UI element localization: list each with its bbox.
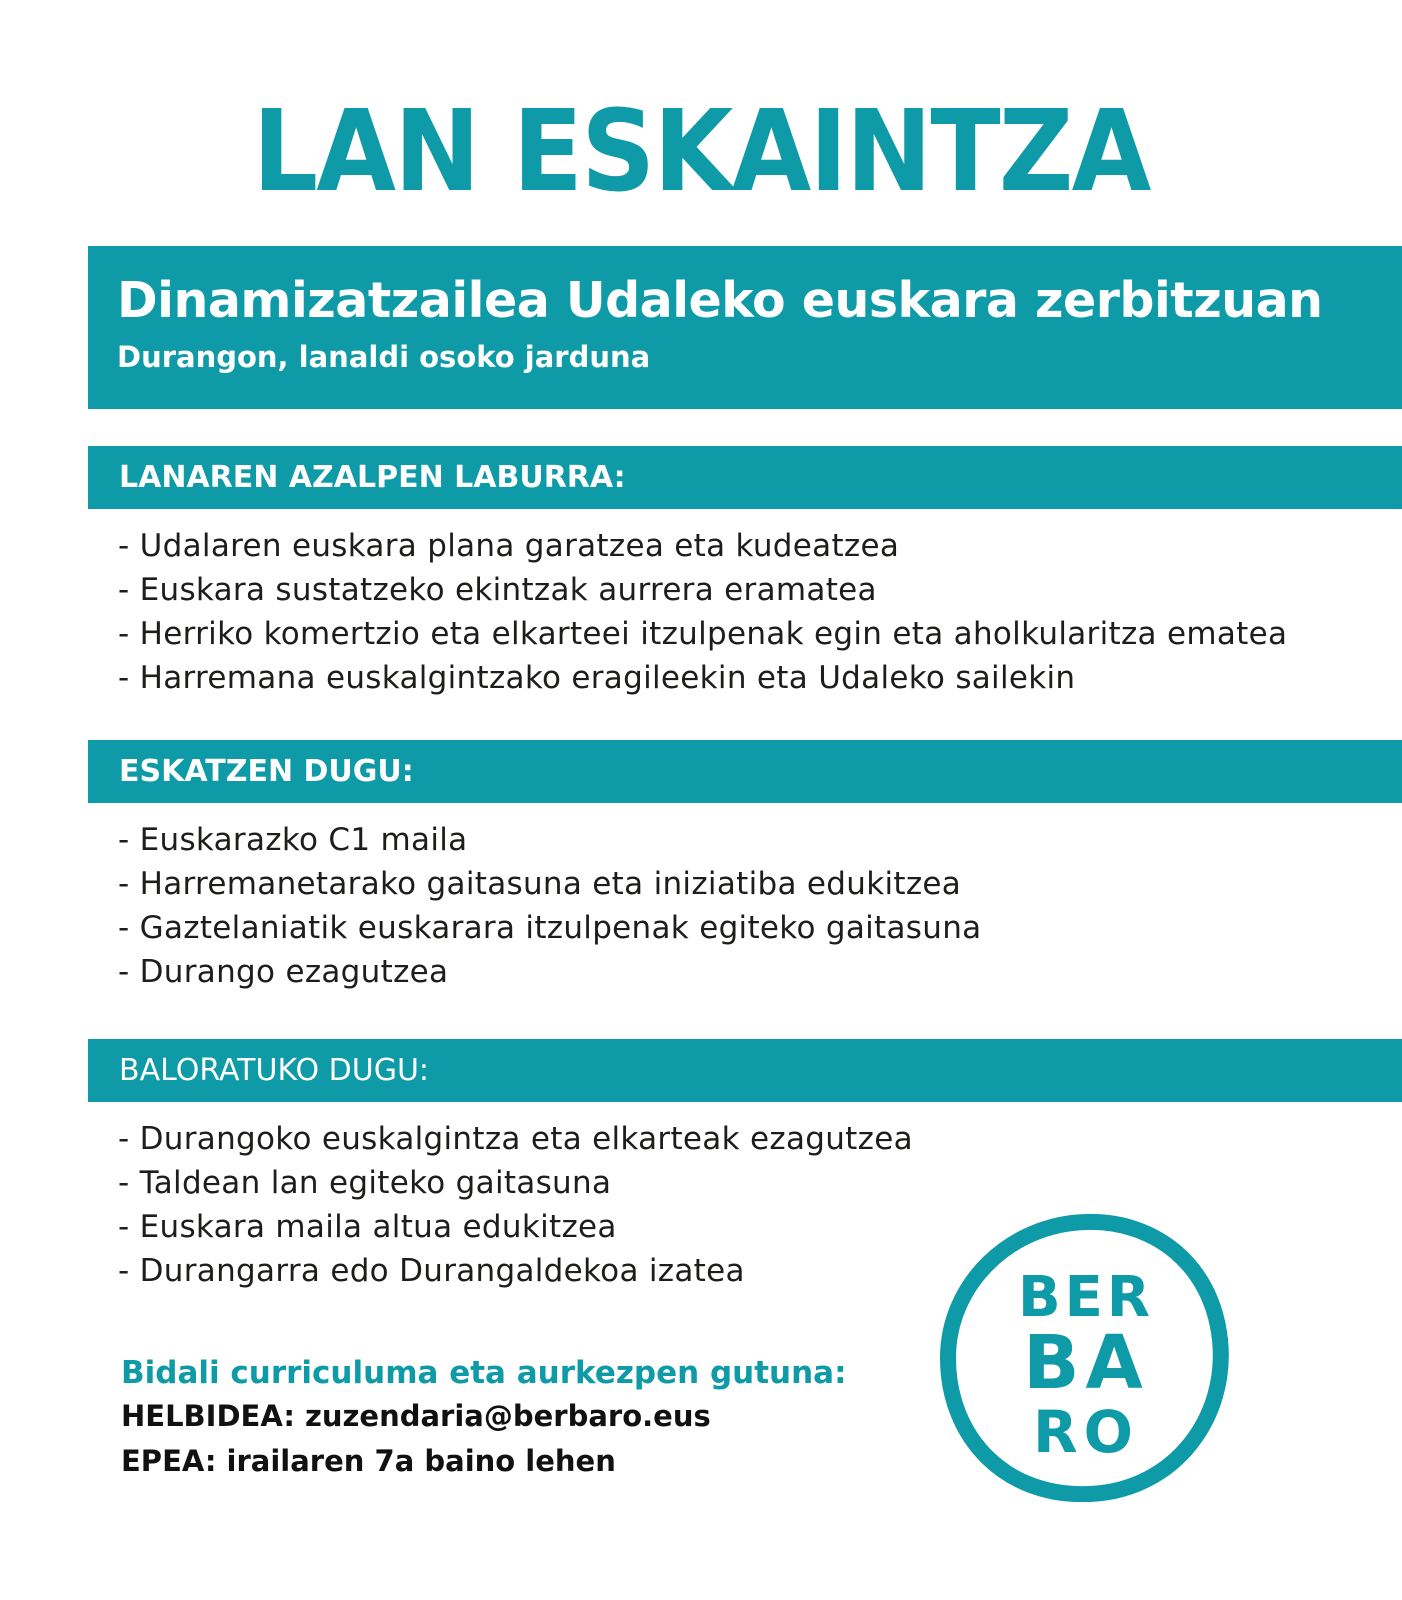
section-heading-description: LANAREN AZALPEN LABURRA: bbox=[88, 446, 1402, 509]
page-title: LAN ESKAINTZA bbox=[252, 87, 1150, 217]
job-title: Dinamizatzailea Udaleko euskara zerbitzuan bbox=[117, 272, 1323, 329]
section-heading-valued: BALORATUKO DUGU: bbox=[88, 1039, 1402, 1102]
requirements-list bbox=[118, 818, 981, 994]
list-item: - Durangoko euskalgintza eta elkarteak ezagutzea bbox=[118, 1121, 913, 1157]
list-item: - Euskara maila altua edukitzea bbox=[118, 1209, 617, 1245]
berbaro-logo-icon bbox=[940, 1212, 1230, 1502]
list-item: - Herriko komertzio eta elkarteei itzulpenak egin eta aholkularitza ematea bbox=[118, 616, 1288, 652]
list-item: - Taldean lan egiteko gaitasuna bbox=[118, 1165, 612, 1201]
section-heading-requirements: ESKATZEN DUGU: bbox=[88, 740, 1402, 803]
list-item: - Durango ezagutzea bbox=[118, 954, 449, 990]
logo-line-1: BER bbox=[1017, 1265, 1155, 1330]
list-item: - Euskarazko C1 maila bbox=[118, 822, 468, 858]
call-to-action: Bidali curriculuma eta aurkezpen gutuna: bbox=[121, 1355, 847, 1391]
valued-list bbox=[118, 1117, 913, 1293]
logo-line-3: RO bbox=[1033, 1398, 1139, 1466]
logo-line-2: BA bbox=[1023, 1320, 1149, 1406]
email-line[interactable]: HELBIDEA: zuzendaria@berbaro.eus bbox=[121, 1399, 711, 1433]
list-item: - Harremanetarako gaitasuna eta iniziatiba edukitzea bbox=[118, 866, 962, 902]
list-item: - Durangarra edo Durangaldekoa izatea bbox=[118, 1253, 745, 1289]
list-item: - Harremana euskalgintzako eragileekin eta Udaleko sailekin bbox=[118, 660, 1076, 696]
job-subtitle: Durangon, lanaldi osoko jarduna bbox=[117, 340, 651, 374]
description-list bbox=[118, 524, 1287, 700]
deadline-line: EPEA: irailaren 7a baino lehen bbox=[121, 1444, 616, 1478]
list-item: - Euskara sustatzeko ekintzak aurrera eramatea bbox=[118, 572, 877, 608]
list-item: - Gaztelaniatik euskarara itzulpenak egiteko gaitasuna bbox=[118, 910, 982, 946]
list-item: - Udalaren euskara plana garatzea eta kudeatzea bbox=[118, 528, 900, 564]
job-banner bbox=[88, 246, 1402, 409]
